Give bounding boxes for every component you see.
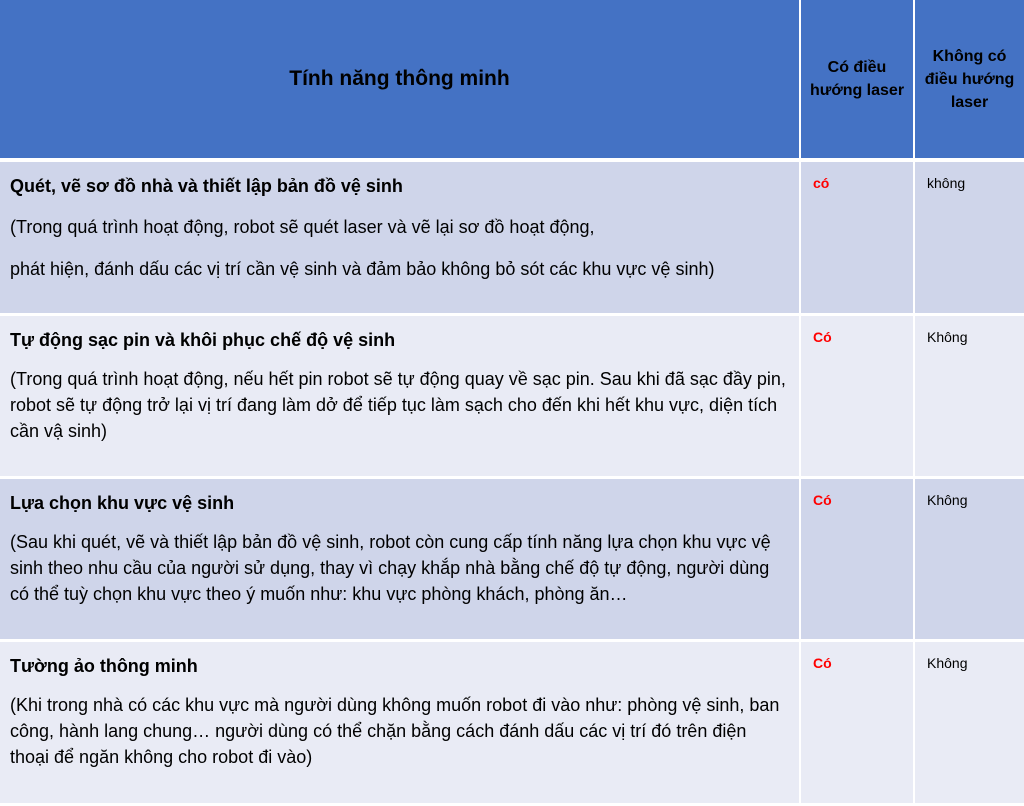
without-laser-value: Không [927, 655, 968, 671]
feature-description: (Trong quá trình hoạt động, nếu hết pin robot sẽ tự động quay về sạc pin. Sau khi đã sạc đầy pin, robot sẽ tự động trở lại vị trí đang làm dở để tiếp tục làm sạch cho đến khi hết khu vực, diện tích cần vậ sinh) [10, 369, 786, 441]
feature-description-line: phát hiện, đánh dấu các vị trí cần vệ sinh và đảm bảo không bỏ sót các khu vực vệ sinh) [10, 259, 715, 279]
feature-cell [0, 315, 800, 478]
header-with-laser: Có điều hướng laser [800, 0, 914, 160]
table-row [0, 315, 1024, 478]
table-row [0, 160, 1024, 315]
feature-title: Lựa chọn khu vực vệ sinh [10, 493, 235, 513]
without-laser-cell [914, 160, 1024, 315]
without-laser-cell [914, 315, 1024, 478]
table-row [0, 641, 1024, 805]
with-laser-cell [800, 160, 914, 315]
feature-description: (Sau khi quét, vẽ và thiết lập bản đồ vệ sinh, robot còn cung cấp tính năng lựa chọn khu vực vệ sinh theo nhu cầu của người sử dụng, thay vì chạy khắp nhà bằng chế độ tự động, người dùng có thể tuỳ chọn khu vực theo ý muốn như: khu vực phòng khách, phòng ăn… [10, 532, 771, 604]
feature-description: (Khi trong nhà có các khu vực mà người dùng không muốn robot đi vào như: phòng vệ sinh, ban công, hành lang chung… người dùng có thể chặn bằng cách đánh dấu các vị trí đó trên điện thoại để ngăn không cho robot đi vào) [10, 695, 780, 767]
with-laser-value: Có [813, 655, 832, 671]
without-laser-value: không [927, 175, 966, 191]
with-laser-cell [800, 641, 914, 805]
with-laser-value: có [813, 175, 830, 191]
feature-cell [0, 478, 800, 641]
without-laser-value: Không [927, 329, 968, 345]
feature-cell [0, 641, 800, 805]
with-laser-value: Có [813, 329, 832, 345]
without-laser-value: Không [927, 492, 968, 508]
feature-description [10, 206, 789, 290]
feature-title: Tường ảo thông minh [10, 656, 198, 676]
feature-title: Tự động sạc pin và khôi phục chế độ vệ sinh [10, 330, 396, 350]
feature-title: Quét, vẽ sơ đồ nhà và thiết lập bản đồ vệ sinh [10, 176, 403, 196]
without-laser-cell [914, 478, 1024, 641]
with-laser-cell [800, 315, 914, 478]
header-without-laser: Không có điều hướng laser [914, 0, 1024, 160]
without-laser-cell [914, 641, 1024, 805]
header-row [0, 0, 1024, 160]
table-row [0, 478, 1024, 641]
header-feature: Tính năng thông minh [0, 0, 800, 160]
with-laser-cell [800, 478, 914, 641]
feature-cell [0, 160, 800, 315]
with-laser-value: Có [813, 492, 832, 508]
feature-description-line: (Trong quá trình hoạt động, robot sẽ quét laser và vẽ lại sơ đồ hoạt động, [10, 217, 595, 237]
